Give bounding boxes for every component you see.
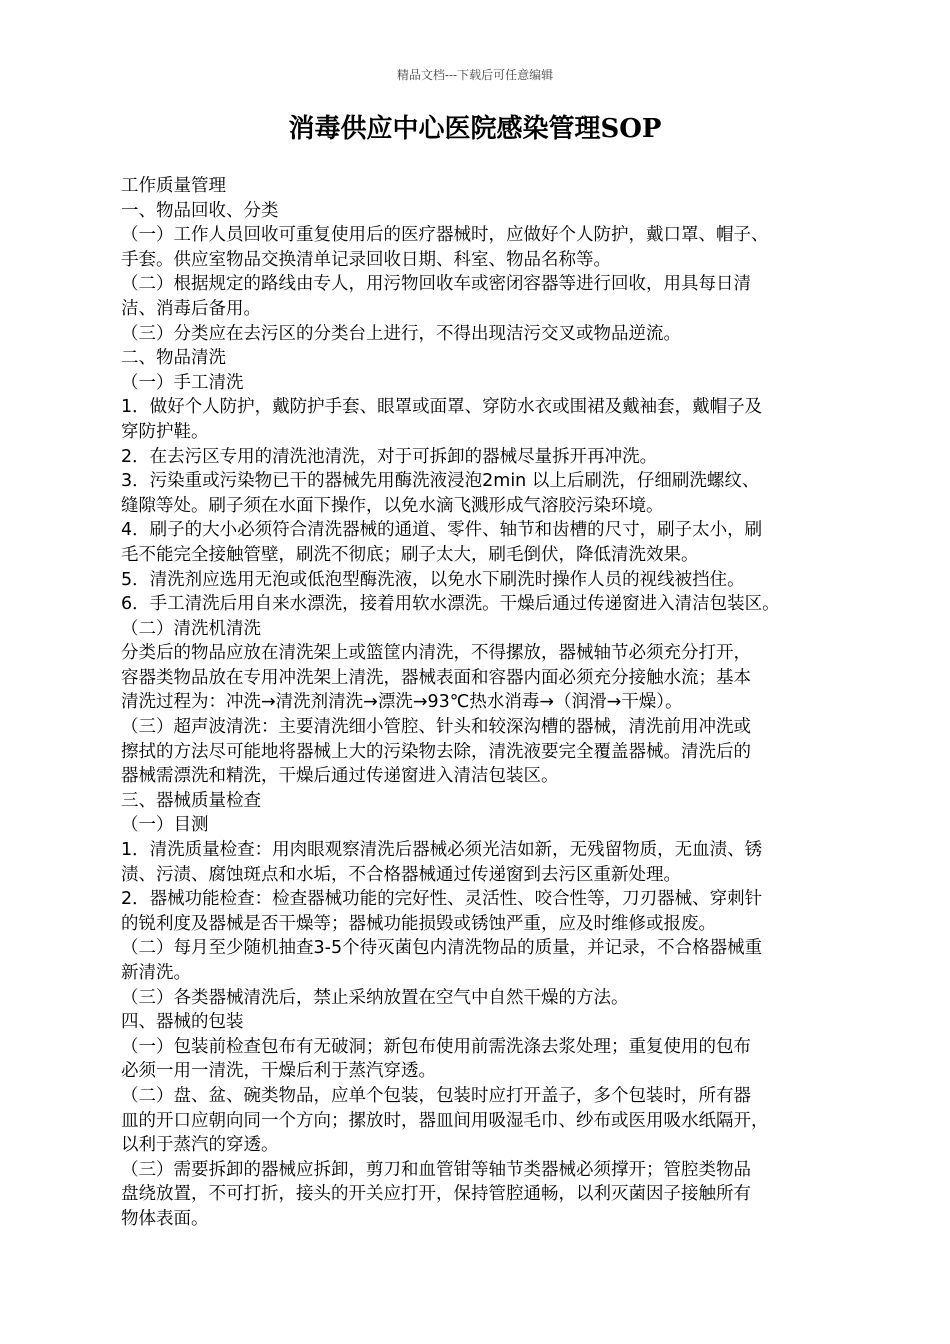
text-line: 清洗过程为：冲洗→清洗剂清洗→漂洗→93℃热水消毒→（润滑→干燥）。 [121, 692, 683, 713]
text-line: （一）包装前检查包布有无破洞；新包布使用前需洗涤去浆处理；重复使用的包布 [121, 1036, 751, 1057]
text-line: 擦拭的方法尽可能地将器械上大的污染物去除，清洗液要完全覆盖器械。清洗后的 [121, 741, 751, 762]
text-line: 二、物品清洗 [121, 348, 226, 369]
text-line: 4．刷子的大小必须符合清洗器械的通道、零件、轴节和齿槽的尺寸，刷子太小，刷 [121, 520, 763, 541]
text-line: （三）需要拆卸的器械应拆卸，剪刀和血管钳等轴节类器械必须撑开；管腔类物品 [121, 1159, 751, 1180]
text-line: （三）分类应在去污区的分类台上进行，不得出现洁污交叉或物品逆流。 [121, 323, 681, 344]
text-line: 3．污染重或污染物已干的器械先用酶洗液浸泡2min 以上后刷洗，仔细刷洗螺纹、 [121, 471, 760, 492]
text-line: 2．器械功能检查：检查器械功能的完好性、灵活性、咬合性等，刀刃器械、穿刺针 [121, 889, 763, 910]
text-line: 新清洗。 [121, 963, 191, 983]
text-line: 手套。供应室物品交换清单记录回收日期、科室、物品名称等。 [121, 249, 611, 270]
text-line: （二）盘、盆、碗类物品，应单个包装，包装时应打开盖子，多个包装时，所有器 [121, 1085, 751, 1106]
text-line: （一）手工清洗 [121, 372, 244, 393]
text-line: 5．清洗剂应选用无泡或低泡型酶洗液，以免水下刷洗时操作人员的视线被挡住。 [121, 569, 745, 590]
text-line: 1．做好个人防护，戴防护手套、眼罩或面罩、穿防水衣或围裙及戴袖套，戴帽子及 [121, 397, 763, 418]
text-line: （三）各类器械清洗后，禁止采纳放置在空气中自然干燥的方法。 [121, 987, 629, 1008]
header-note: 精品文档---下载后可任意编辑 [396, 68, 554, 82]
text-line: （三）超声波清洗：主要清洗细小管腔、针头和较深沟槽的器械，清洗前用冲洗或 [121, 717, 751, 738]
text-line: 皿的开口应朝向同一个方向；摞放时，器皿间用吸湿毛巾、纱布或医用吸水纸隔开， [121, 1110, 769, 1131]
text-line: 一、物品回收、分类 [121, 200, 279, 221]
text-line: 分类后的物品应放在清洗架上或篮筐内清洗，不得摞放，器械轴节必须充分打开， [121, 643, 751, 664]
text-line: 工作质量管理 [121, 176, 226, 196]
text-line: 6．手工清洗后用自来水漂洗，接着用软水漂洗。干燥后通过传递窗进入清洁包装区。 [121, 594, 780, 615]
text-line: （一）工作人员回收可重复使用后的医疗器械时，应做好个人防护，戴口罩、帽子、 [121, 225, 769, 246]
text-line: 容器类物品放在专用冲洗架上清洗，器械表面和容器内面必须充分接触水流；基本 [121, 667, 751, 688]
text-line: 物体表面。 [121, 1208, 209, 1229]
text-line: 必须一用一清洗，干燥后利于蒸汽穿透。 [121, 1061, 436, 1082]
text-line: （二）每月至少随机抽查3-5个待灭菌包内清洗物品的质量，并记录，不合格器械重 [121, 938, 763, 959]
text-line: 洁、消毒后备用。 [121, 298, 261, 319]
text-line: 2．在去污区专用的清洗池清洗，对于可拆卸的器械尽量拆开再冲洗。 [121, 446, 658, 467]
text-line: 缝隙等处。刷子须在水面下操作，以免水滴飞溅形成气溶胶污染环境。 [121, 495, 664, 516]
text-line: 盘绕放置，不可打折，接头的开关应打开，保持管腔通畅，以利灭菌因子接触所有 [121, 1184, 751, 1205]
text-line: 四、器械的包装 [121, 1012, 244, 1033]
text-line: 的锐利度及器械是否干燥等；器械功能损毁或锈蚀严重，应及时维修或报废。 [121, 913, 716, 934]
text-line: 1．清洗质量检查：用肉眼观察清洗后器械必须光洁如新，无残留物质，无血渍、锈 [121, 840, 763, 861]
text-line: （二）清洗机清洗 [121, 618, 261, 639]
text-line: （一）目测 [121, 815, 209, 836]
text-line: 毛不能完全接触管壁，刷洗不彻底；刷子太大，刷毛倒伏，降低清洗效果。 [121, 544, 699, 565]
document-body [121, 174, 835, 1232]
text-line: 以利于蒸汽的穿透。 [121, 1135, 279, 1156]
text-line: 三、器械质量检查 [121, 790, 261, 811]
text-line: （二）根据规定的路线由专人，用污物回收车或密闭容器等进行回收，用具每日清 [121, 274, 751, 295]
text-line: 穿防护鞋。 [121, 421, 209, 442]
document-title: 消毒供应中心医院感染管理SOP [288, 114, 662, 144]
text-line: 器械需漂洗和精洗，干燥后通过传递窗进入清洁包装区。 [121, 766, 559, 787]
text-line: 渍、污渍、腐蚀斑点和水垢，不合格器械通过传递窗到去污区重新处理。 [121, 864, 681, 885]
